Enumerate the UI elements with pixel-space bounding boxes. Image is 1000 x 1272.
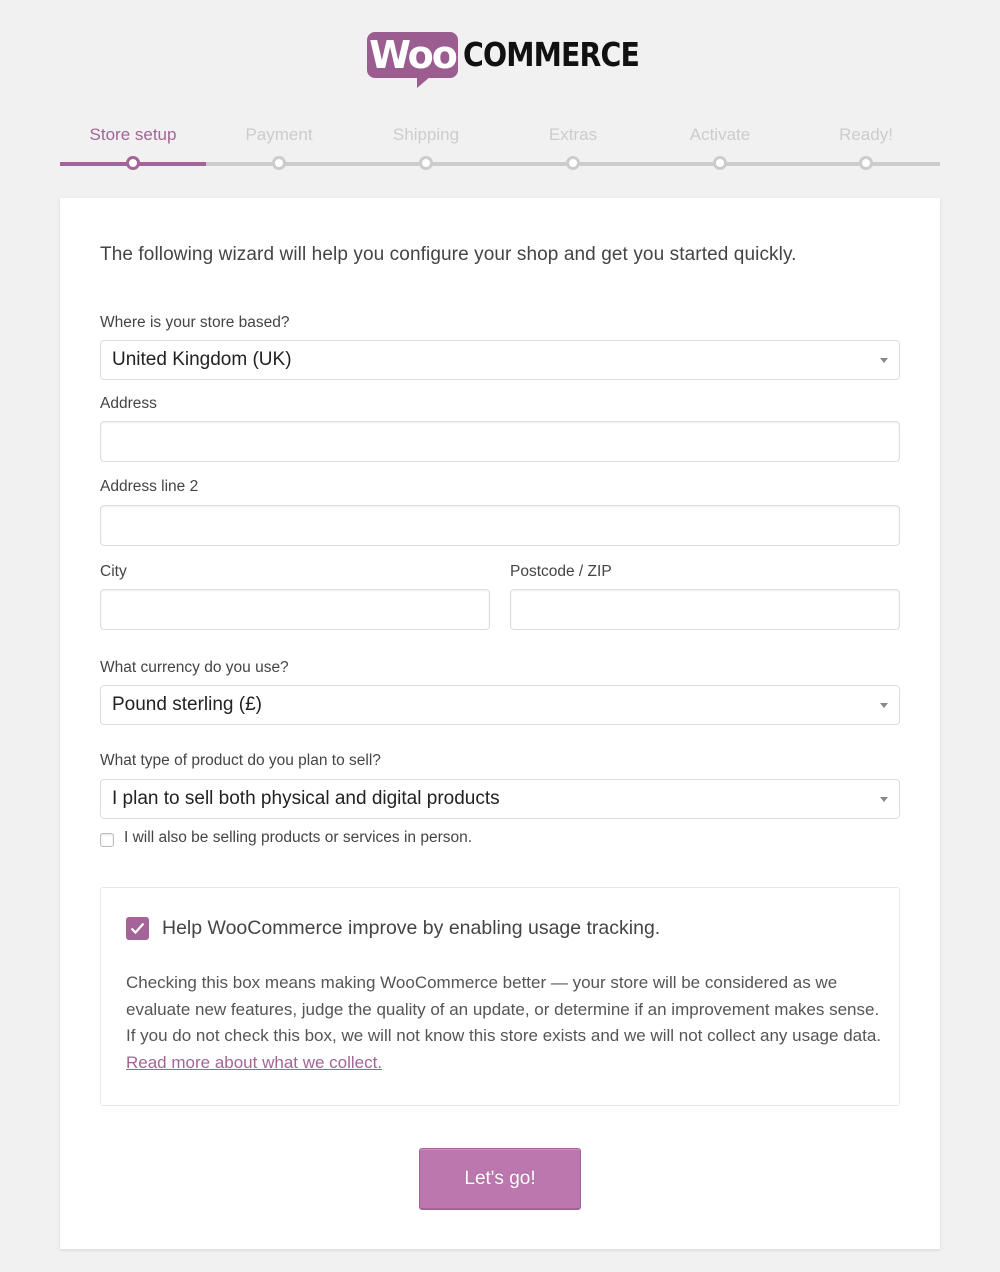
currency-select[interactable] <box>100 685 900 725</box>
wizard-steps <box>60 125 940 173</box>
step-label: Payment <box>245 125 313 144</box>
currency-value: Pound sterling (£) <box>112 694 262 715</box>
step-dot <box>713 156 727 170</box>
setup-card <box>60 198 940 1249</box>
step-label: Store setup <box>89 125 177 144</box>
in-person-label[interactable]: I will also be selling products or services in person. <box>124 829 473 846</box>
step-label: Extras <box>548 125 598 144</box>
step-label: Ready! <box>839 125 893 144</box>
usage-tracking-title[interactable]: Help WooCommerce improve by enabling usage tracking. <box>162 917 661 939</box>
step-extras[interactable] <box>500 125 646 145</box>
country-label: Where is your store based? <box>100 314 290 331</box>
logo-woo-badge: Woo <box>367 32 458 78</box>
usage-tracking-box <box>100 887 900 1106</box>
address-label: Address <box>100 395 157 412</box>
step-activate[interactable] <box>647 125 793 145</box>
step-store-setup[interactable] <box>60 125 206 145</box>
postcode-label: Postcode / ZIP <box>510 563 612 580</box>
city-input[interactable] <box>100 589 490 630</box>
intro-text: The following wizard will help you configure your shop and get you started quickly. <box>100 244 797 265</box>
usage-tracking-description <box>126 970 886 1076</box>
step-dot <box>566 156 580 170</box>
city-label: City <box>100 563 127 580</box>
checkmark-icon <box>130 922 145 935</box>
address2-input[interactable] <box>100 505 900 546</box>
chevron-down-icon <box>880 358 888 363</box>
step-dot <box>272 156 286 170</box>
step-dot <box>859 156 873 170</box>
read-more-link[interactable]: Read more about what we collect. <box>126 1052 383 1072</box>
country-select[interactable] <box>100 340 900 380</box>
product-type-select[interactable] <box>100 779 900 819</box>
step-payment[interactable] <box>206 125 352 145</box>
step-ready[interactable] <box>793 125 939 145</box>
product-type-value: I plan to sell both physical and digital products <box>112 788 500 809</box>
country-value: United Kingdom (UK) <box>112 349 292 370</box>
step-label: Activate <box>689 125 751 144</box>
step-dot <box>419 156 433 170</box>
product-type-label: What type of product do you plan to sell? <box>100 752 381 769</box>
chevron-down-icon <box>880 797 888 802</box>
postcode-input[interactable] <box>510 589 900 630</box>
usage-tracking-text: Checking this box means making WooCommerce better — your store will be considered as we evaluate new features, judge the quality of an update, or determine if an improvement makes sense. If you do not check this box, we will not know this store exists and we will not collect any usage data. <box>126 973 881 1045</box>
address-input[interactable] <box>100 421 900 462</box>
step-shipping[interactable] <box>353 125 499 145</box>
currency-label: What currency do you use? <box>100 659 289 676</box>
usage-tracking-checkbox[interactable] <box>126 917 149 940</box>
step-label: Shipping <box>392 125 460 144</box>
in-person-checkbox[interactable] <box>100 833 114 847</box>
chevron-down-icon <box>880 703 888 708</box>
logo-commerce-text: COMMERCE <box>463 35 640 74</box>
address2-label: Address line 2 <box>100 478 199 495</box>
woocommerce-logo <box>367 32 668 90</box>
step-dot <box>126 156 140 170</box>
lets-go-button[interactable]: Let's go! <box>419 1148 581 1209</box>
